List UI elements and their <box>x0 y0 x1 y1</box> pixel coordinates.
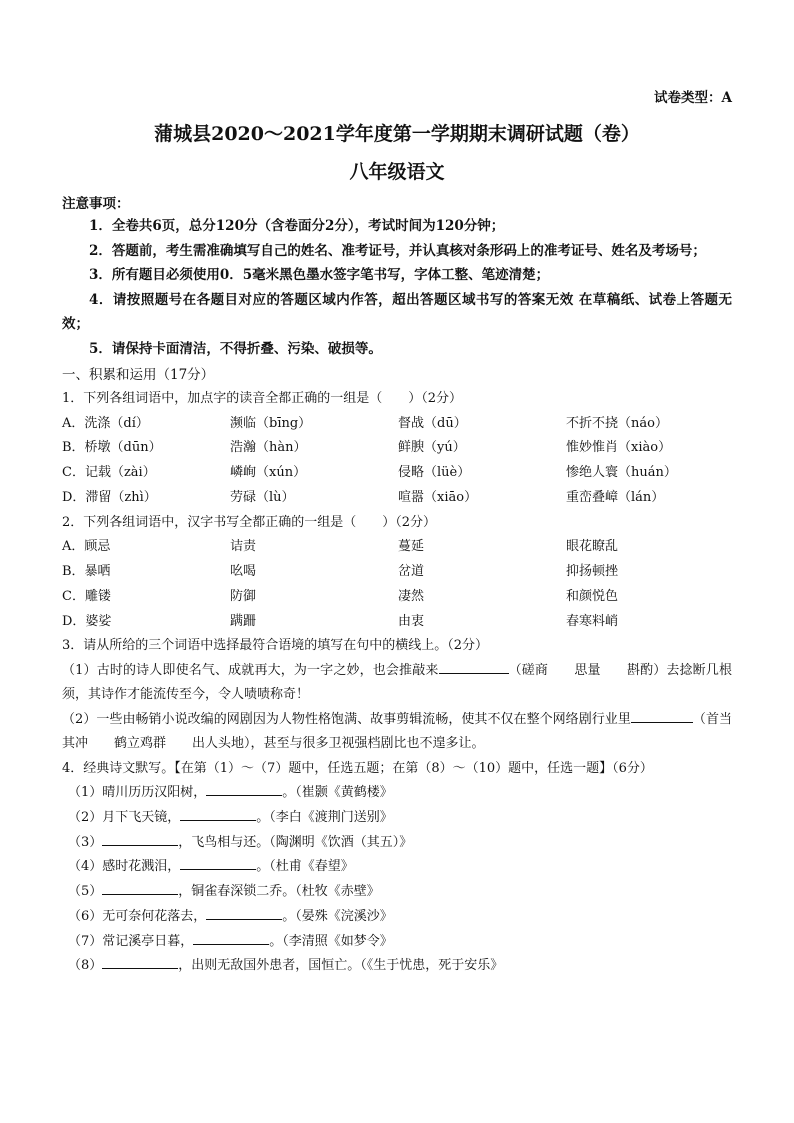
option-cell: 岔道 <box>398 563 425 579</box>
option-cell: 喧嚣（xiāo） <box>398 489 478 505</box>
poem-line <box>62 905 732 930</box>
option-cell: A．洗涤（dí） <box>62 415 149 431</box>
option-cell: 浩瀚（hàn） <box>230 440 307 456</box>
poem-text: ，飞鸟相与还。（陶渊明《饮酒（其五）》 <box>178 834 413 850</box>
sentence-text: （磋商 思量 斟酌）去捻断几根须，其诗作才能流传至今，令人啧啧称奇！ <box>62 662 732 703</box>
option-cell: 鲜腴（yú） <box>398 440 466 456</box>
option-cell: 惟妙惟肖（xiào） <box>566 440 672 456</box>
poem-text: ，铜雀春深锁二乔。（杜牧《赤壁》 <box>178 884 380 900</box>
answer-blank[interactable] <box>180 806 256 821</box>
note-item: 3．所有题目必须使用0．5毫米黑色墨水签字笔书写，字体工整、笔迹清楚； <box>89 267 550 283</box>
poem-text: 。（晏殊《浣溪沙》 <box>282 908 393 924</box>
option-cell: D．滞留（zhì） <box>62 489 157 505</box>
question-3-sentence-1 <box>62 659 732 708</box>
poem-text: （4）感时花溅泪， <box>68 859 181 875</box>
poem-line <box>62 954 732 979</box>
option-cell: C．雕镂 <box>62 588 111 604</box>
exam-title: 蒲城县2020～2021学年度第一学期期末调研试题（卷） <box>154 123 640 145</box>
question-2-stem: 2．下列各组词语中，汉字书写全都正确的一组是（ ）（2分） <box>62 514 437 530</box>
poem-text: 。（李白《渡荆门送别》 <box>256 810 393 826</box>
option-cell: 蹒跚 <box>230 613 257 629</box>
question-1-options <box>62 412 732 511</box>
option-cell: 吆喝 <box>230 563 257 579</box>
poem-line <box>62 930 732 955</box>
poem-text: （2）月下飞天镜， <box>68 810 181 826</box>
answer-blank[interactable] <box>193 930 269 945</box>
answer-blank[interactable] <box>102 880 178 895</box>
poem-text: （3） <box>68 834 103 850</box>
option-cell: 防御 <box>230 588 257 604</box>
option-cell: 蔓延 <box>398 539 425 555</box>
answer-blank[interactable] <box>206 905 282 920</box>
poem-text: （5） <box>68 884 103 900</box>
option-cell: 春寒料峭 <box>566 613 619 629</box>
notes-heading: 注意事项： <box>62 196 130 212</box>
poem-line <box>62 831 732 856</box>
question-4-stem: 4．经典诗文默写。【在第（1）～（7）题中，任选五题；在第（8）～（10）题中，任选一题】（6分） <box>62 760 653 776</box>
section-heading: 一、积累和运用（17分） <box>62 367 215 383</box>
option-cell: 惨绝人寰（huán） <box>566 465 677 481</box>
option-cell: 濒临（bīng） <box>230 415 312 431</box>
option-cell: 嶙峋（xún） <box>230 465 307 481</box>
note-item: 4．请按照题号在各题目对应的答题区域内作答，超出答题区域书写的答案无效 在草稿纸、试卷上答题无效； <box>62 291 732 332</box>
poem-text: 。（李清照《如梦令》 <box>269 933 393 949</box>
option-cell: 和颜悦色 <box>566 588 619 604</box>
question-3-stem: 3．请从所给的三个词语中选择最符合语境的填写在句中的横线上。（2分） <box>62 638 489 654</box>
answer-blank[interactable] <box>206 781 282 796</box>
answer-blank[interactable] <box>102 831 178 846</box>
exam-page <box>62 88 732 979</box>
exam-subtitle: 八年级语文 <box>349 161 445 183</box>
poem-text: ，出则无敌国外患者，国恒亡。（《生于忧患，死于安乐》 <box>178 958 504 974</box>
question-3-sentence-2 <box>62 708 732 757</box>
option-cell: 劳碌（lù） <box>230 489 295 505</box>
answer-blank[interactable] <box>631 708 693 723</box>
poem-line <box>62 880 732 905</box>
note-item: 1．全卷共6页，总分120分（含卷面分2分），考试时间为120分钟； <box>89 218 505 234</box>
question-1-stem: 1．下列各组词语中，加点字的读音全都正确的一组是（ ）（2分） <box>62 391 463 406</box>
sentence-text: （2）一些由畅销小说改编的网剧因为人物性格饱满、故事剪辑流畅，使其不仅在整个网络剧行业里 <box>62 711 631 727</box>
option-cell: 眼花瞭乱 <box>566 539 619 555</box>
option-cell: 由衷 <box>398 613 425 629</box>
answer-blank[interactable] <box>439 659 509 674</box>
option-cell: 不折不挠（náo） <box>566 415 668 431</box>
poem-text: 。（杜甫《春望》 <box>256 859 354 875</box>
poem-line <box>62 781 732 806</box>
option-cell: 诘责 <box>230 539 257 555</box>
poem-text: （1）晴川历历汉阳树， <box>68 785 207 801</box>
option-cell: C．记载（zài） <box>62 465 156 481</box>
sentence-text: （1）古时的诗人即使名气、成就再大，为一字之妙，也会推敲来 <box>62 662 439 678</box>
poem-text: （8） <box>68 958 103 974</box>
option-cell: A．顾忌 <box>62 539 111 555</box>
poem-text: （6）无可奈何花落去， <box>68 908 207 924</box>
poem-text: 。（崔颢《黄鹤楼》 <box>282 785 393 801</box>
poem-line <box>62 855 732 880</box>
note-item: 2．答题前，考生需准确填写自己的姓名、准考证号，并认真核对条形码上的准考证号、姓名及考场号； <box>89 242 706 259</box>
option-cell: 侵略（lüè） <box>398 465 471 481</box>
option-cell: D．婆娑 <box>62 613 112 629</box>
option-cell: 抑扬顿挫 <box>566 563 619 579</box>
poem-line <box>62 806 732 831</box>
option-cell: 督战（dū） <box>398 415 467 431</box>
poem-text: （7）常记溪亭日暮， <box>68 933 194 949</box>
question-2-options <box>62 535 732 634</box>
answer-blank[interactable] <box>180 855 256 870</box>
answer-blank[interactable] <box>102 954 178 969</box>
option-cell: 凄然 <box>398 588 425 604</box>
option-cell: B．桥墩（dūn） <box>62 440 162 456</box>
option-cell: 重峦叠嶂（lán） <box>566 489 665 505</box>
option-cell: B．暴哂 <box>62 563 111 579</box>
exam-type-label: 试卷类型：A <box>654 90 732 106</box>
sentence-text: （首当其冲 鹤立鸡群 出人头地），甚至与很多卫视强档剧比也不遑多让。 <box>62 711 732 752</box>
note-item: 5．请保持卡面清洁，不得折叠、污染、破损等。 <box>89 340 382 357</box>
